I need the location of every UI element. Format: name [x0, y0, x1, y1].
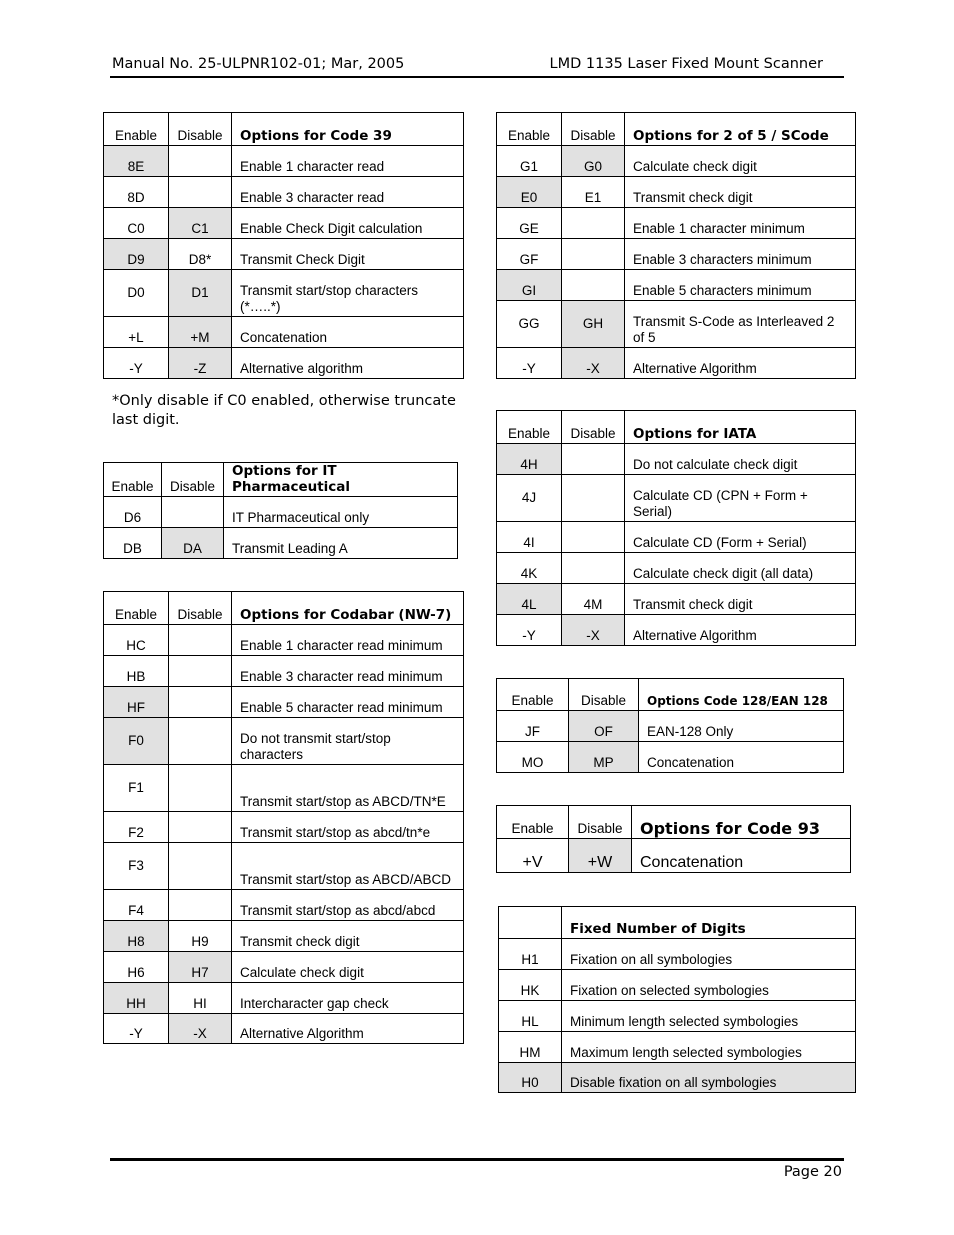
option-description: Minimum length selected symbologies: [562, 1001, 856, 1032]
table-row: [497, 475, 856, 522]
option-description: Alternative Algorithm: [232, 1014, 464, 1044]
enable-code: 4I: [497, 522, 562, 553]
enable-code: HF: [104, 687, 169, 718]
table-header-row: [104, 592, 464, 625]
table-row: [499, 970, 856, 1001]
disable-code: [169, 718, 232, 765]
disable-code: E1: [562, 177, 625, 208]
table-row: [497, 239, 856, 270]
code: HL: [499, 1001, 562, 1032]
fixed-digits-table: [498, 906, 856, 1093]
option-description: Transmit Check Digit: [232, 239, 464, 270]
enable-code: GE: [497, 208, 562, 239]
disable-code: [162, 497, 224, 528]
enable-code: D6: [104, 497, 162, 528]
table-row: [104, 177, 464, 208]
option-description: Calculate CD (Form + Serial): [625, 522, 856, 553]
disable-code: [169, 687, 232, 718]
enable-header: Enable: [104, 113, 169, 146]
option-description: Enable 3 character read minimum: [232, 656, 464, 687]
header-product-title: LMD 1135 Laser Fixed Mount Scanner: [549, 56, 823, 72]
disable-code: [562, 239, 625, 270]
disable-code: D8*: [169, 239, 232, 270]
table-row: [104, 656, 464, 687]
option-description: Fixation on selected symbologies: [562, 970, 856, 1001]
enable-code: 8E: [104, 146, 169, 177]
table-row: [497, 444, 856, 475]
disable-code: HI: [169, 983, 232, 1014]
table-row: [104, 952, 464, 983]
disable-code: [169, 765, 232, 812]
disable-code: [169, 656, 232, 687]
disable-code: [562, 522, 625, 553]
disable-code: DA: [162, 528, 224, 559]
disable-code: OF: [569, 711, 639, 742]
option-description: Fixation on all symbologies: [562, 939, 856, 970]
enable-code: 4H: [497, 444, 562, 475]
table-title: Options for Codabar (NW-7): [232, 592, 464, 625]
table-row: [497, 208, 856, 239]
table-row: [104, 718, 464, 765]
option-description: Concatenation: [232, 317, 464, 348]
disable-code: [169, 843, 232, 890]
enable-code: GI: [497, 270, 562, 301]
enable-code: +V: [497, 839, 569, 873]
table-row: [499, 1001, 856, 1032]
disable-code: GH: [562, 301, 625, 348]
disable-code: -X: [562, 348, 625, 379]
enable-code: 8D: [104, 177, 169, 208]
table-row: [104, 317, 464, 348]
iata-table: [496, 410, 856, 646]
table-row: [104, 890, 464, 921]
option-description: Intercharacter gap check: [232, 983, 464, 1014]
enable-code: E0: [497, 177, 562, 208]
option-description: Alternative algorithm: [232, 348, 464, 379]
table-title: Options for IT Pharmaceutical: [224, 463, 458, 497]
table-header-row: [104, 463, 458, 497]
enable-code: 4L: [497, 584, 562, 615]
table-row: [497, 711, 844, 742]
disable-code: H7: [169, 952, 232, 983]
enable-code: G1: [497, 146, 562, 177]
disable-code: [169, 812, 232, 843]
table-row: [104, 921, 464, 952]
enable-code: GF: [497, 239, 562, 270]
table-row: [497, 553, 856, 584]
disable-code: 4M: [562, 584, 625, 615]
option-description: Calculate check digit (all data): [625, 553, 856, 584]
disable-code: [169, 625, 232, 656]
enable-code: HH: [104, 983, 169, 1014]
option-description: Enable 1 character read: [232, 146, 464, 177]
table-row: [104, 348, 464, 379]
table-row: [104, 497, 458, 528]
table-row: [497, 522, 856, 553]
table-row: [499, 1063, 856, 1093]
disable-header: Disable: [169, 113, 232, 146]
table-title: Options for Code 93: [632, 806, 851, 839]
enable-header: Enable: [497, 113, 562, 146]
disable-header: Disable: [162, 463, 224, 497]
table-row: [499, 1032, 856, 1063]
disable-code: -X: [169, 1014, 232, 1044]
table-row: [104, 983, 464, 1014]
disable-code: -Z: [169, 348, 232, 379]
table-header-row: [499, 907, 856, 939]
option-description: Enable 3 character read: [232, 177, 464, 208]
header-manual-number: Manual No. 25-ULPNR102-01; Mar, 2005: [112, 56, 405, 72]
enable-code: +L: [104, 317, 169, 348]
code128-table: [496, 678, 844, 773]
table-row: [499, 939, 856, 970]
enable-code: JF: [497, 711, 569, 742]
it-pharmaceutical-table: [103, 462, 458, 559]
table-row: [497, 177, 856, 208]
disable-header: Disable: [569, 806, 632, 839]
disable-code: C1: [169, 208, 232, 239]
option-description: IT Pharmaceutical only: [224, 497, 458, 528]
table-header-row: [497, 113, 856, 146]
code39-table: [103, 112, 464, 379]
disable-code: [562, 475, 625, 522]
option-description: Calculate check digit: [232, 952, 464, 983]
option-description: Enable Check Digit calculation: [232, 208, 464, 239]
option-description: Maximum length selected symbologies: [562, 1032, 856, 1063]
disable-header: Disable: [169, 592, 232, 625]
disable-code: [562, 208, 625, 239]
table-title: Options Code 128/EAN 128: [639, 679, 844, 711]
enable-code: -Y: [497, 348, 562, 379]
table-row: [104, 270, 464, 317]
table-row: [497, 348, 856, 379]
option-description: Transmit check digit: [625, 177, 856, 208]
footnote: *Only disable if C0 enabled, otherwise truncate last digit.: [112, 393, 456, 428]
table-row: [497, 615, 856, 646]
option-description: Transmit S-Code as Interleaved 2 of 5: [625, 301, 856, 348]
option-description: Transmit Leading A: [224, 528, 458, 559]
option-description: Do not calculate check digit: [625, 444, 856, 475]
enable-header: Enable: [497, 411, 562, 444]
option-description: Alternative Algorithm: [625, 348, 856, 379]
option-description: Concatenation: [639, 742, 844, 773]
table-row: [497, 301, 856, 348]
table-row: [104, 765, 464, 812]
enable-header: Enable: [497, 806, 569, 839]
enable-code: F4: [104, 890, 169, 921]
enable-code: HB: [104, 656, 169, 687]
enable-code: 4K: [497, 553, 562, 584]
enable-code: F0: [104, 718, 169, 765]
table-title: Fixed Number of Digits: [562, 907, 856, 939]
disable-code: [562, 270, 625, 301]
table-title: Options for IATA: [625, 411, 856, 444]
option-description: Enable 5 character read minimum: [232, 687, 464, 718]
enable-code: D0: [104, 270, 169, 317]
table-row: [104, 146, 464, 177]
enable-code: 4J: [497, 475, 562, 522]
disable-header: Disable: [562, 113, 625, 146]
enable-code: HC: [104, 625, 169, 656]
code: HK: [499, 970, 562, 1001]
enable-code: D9: [104, 239, 169, 270]
option-description: Disable fixation on all symbologies: [562, 1063, 856, 1093]
enable-code: -Y: [104, 1014, 169, 1044]
table-title: Options for 2 of 5 / SCode: [625, 113, 856, 146]
disable-code: MP: [569, 742, 639, 773]
disable-code: D1: [169, 270, 232, 317]
option-description: Enable 1 character minimum: [625, 208, 856, 239]
enable-header: Enable: [497, 679, 569, 711]
enable-header: Enable: [104, 592, 169, 625]
code: H1: [499, 939, 562, 970]
enable-header: Enable: [104, 463, 162, 497]
disable-code: +W: [569, 839, 632, 873]
table-row: [497, 146, 856, 177]
enable-code: F3: [104, 843, 169, 890]
table-row: [497, 742, 844, 773]
disable-code: +M: [169, 317, 232, 348]
enable-code: GG: [497, 301, 562, 348]
option-description: Transmit check digit: [625, 584, 856, 615]
option-description: Alternative Algorithm: [625, 615, 856, 646]
table-row: [104, 239, 464, 270]
option-description: Calculate check digit: [625, 146, 856, 177]
option-description: Concatenation: [632, 839, 851, 873]
table-row: [104, 687, 464, 718]
option-description: Enable 5 characters minimum: [625, 270, 856, 301]
table-header-row: [497, 411, 856, 444]
blank-header-cell: [499, 907, 562, 939]
option-description: Transmit start/stop as ABCD/TN*E: [232, 765, 464, 812]
enable-code: -Y: [104, 348, 169, 379]
option-description: Calculate CD (CPN + Form + Serial): [625, 475, 856, 522]
header-rule: [110, 76, 844, 78]
enable-code: H8: [104, 921, 169, 952]
option-description: Do not transmit start/stop characters: [232, 718, 464, 765]
code: HM: [499, 1032, 562, 1063]
enable-code: F2: [104, 812, 169, 843]
table-row: [104, 1014, 464, 1044]
option-description: Transmit start/stop as abcd/abcd: [232, 890, 464, 921]
table-header-row: [497, 679, 844, 711]
code-2of5-table: [496, 112, 856, 379]
disable-code: [169, 146, 232, 177]
enable-code: C0: [104, 208, 169, 239]
table-row: [497, 584, 856, 615]
table-title: Options for Code 39: [232, 113, 464, 146]
table-row: [497, 270, 856, 301]
disable-code: [562, 553, 625, 584]
enable-code: H6: [104, 952, 169, 983]
table-row: [497, 839, 851, 873]
option-description: Enable 1 character read minimum: [232, 625, 464, 656]
table-header-row: [104, 113, 464, 146]
table-row: [104, 208, 464, 239]
option-description: Transmit check digit: [232, 921, 464, 952]
table-header-row: [497, 806, 851, 839]
disable-code: H9: [169, 921, 232, 952]
disable-code: [169, 890, 232, 921]
code93-table: [496, 805, 851, 873]
option-description: Transmit start/stop as ABCD/ABCD: [232, 843, 464, 890]
disable-header: Disable: [562, 411, 625, 444]
enable-code: F1: [104, 765, 169, 812]
disable-code: G0: [562, 146, 625, 177]
option-description: EAN-128 Only: [639, 711, 844, 742]
footer-rule: [110, 1158, 844, 1161]
disable-code: -X: [562, 615, 625, 646]
codabar-table: [103, 591, 464, 1044]
option-description: Transmit start/stop characters (*…..*): [232, 270, 464, 317]
option-description: Transmit start/stop as abcd/tn*e: [232, 812, 464, 843]
table-row: [104, 843, 464, 890]
table-row: [104, 812, 464, 843]
enable-code: DB: [104, 528, 162, 559]
disable-code: [562, 444, 625, 475]
table-row: [104, 528, 458, 559]
disable-header: Disable: [569, 679, 639, 711]
enable-code: MO: [497, 742, 569, 773]
option-description: Enable 3 characters minimum: [625, 239, 856, 270]
enable-code: -Y: [497, 615, 562, 646]
table-row: [104, 625, 464, 656]
page-number: Page 20: [783, 1164, 842, 1180]
code: H0: [499, 1063, 562, 1093]
disable-code: [169, 177, 232, 208]
